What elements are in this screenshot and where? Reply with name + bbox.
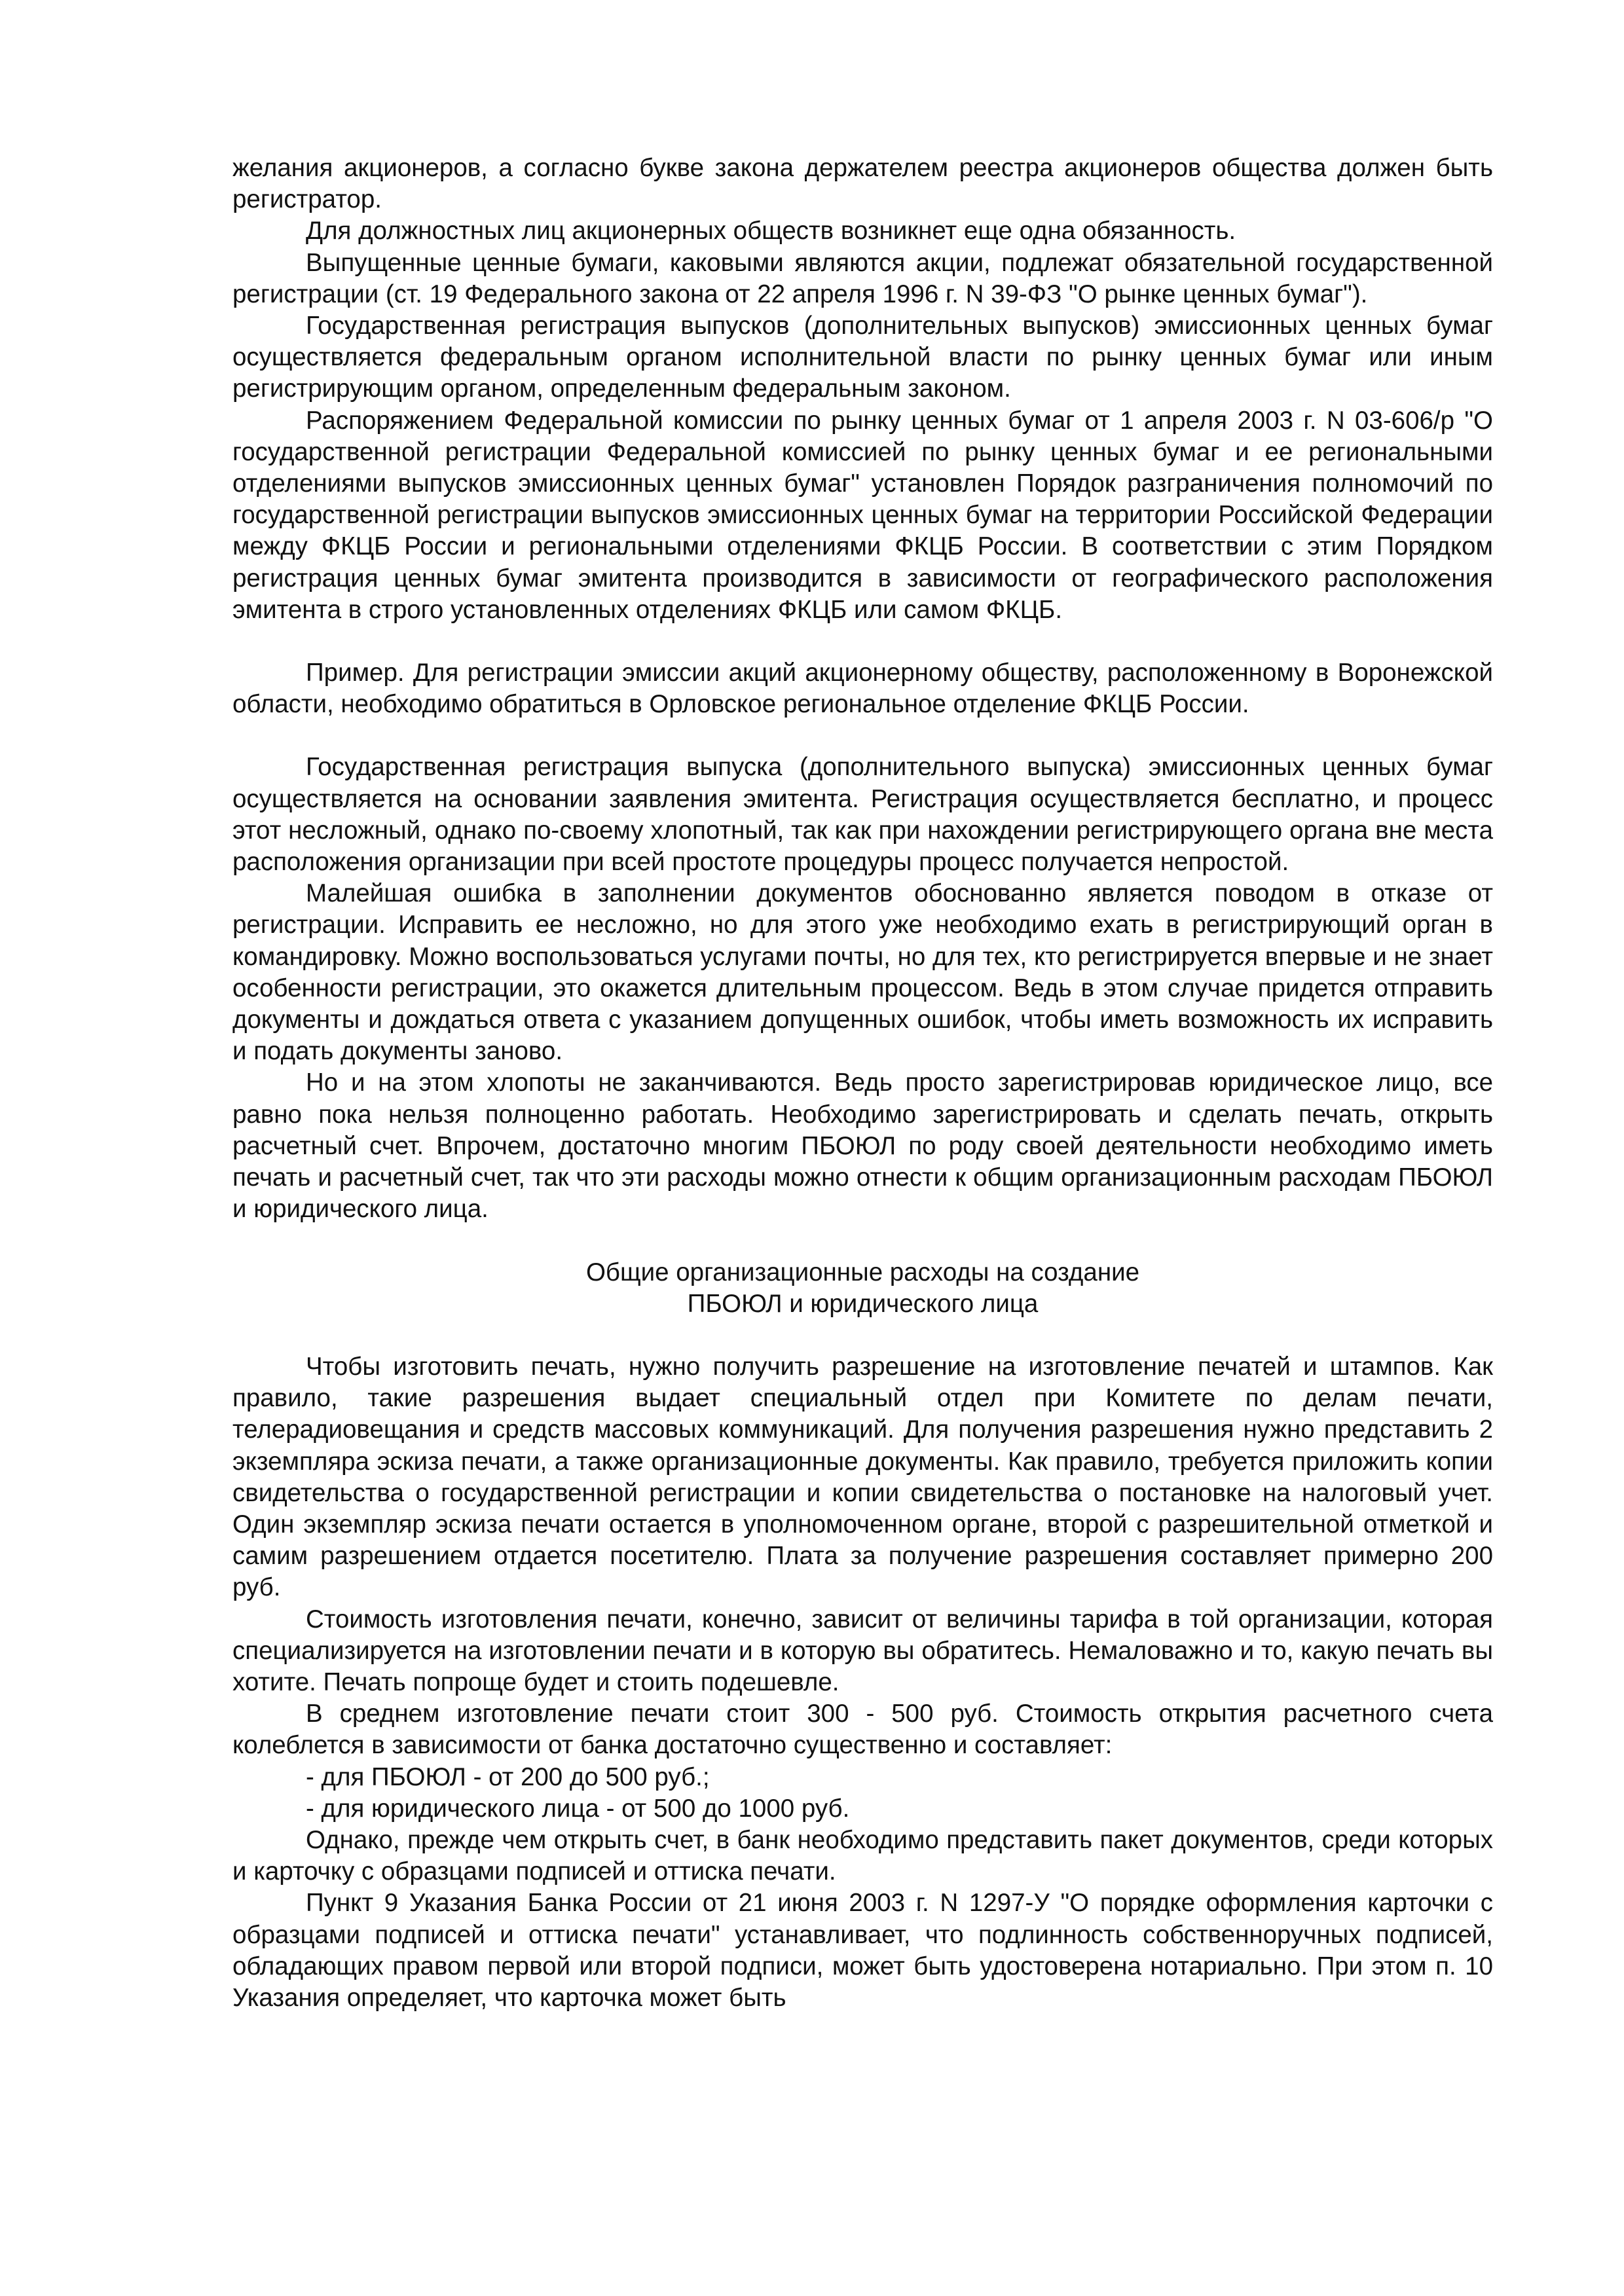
paragraph-fkcb-order: Распоряжением Федеральной комиссии по рынку ценных бумаг от 1 апреля 2003 г. N 03-606/р "О государственной регистрации Федеральной комиссией по рынку ценных бумаг и ее региональными отделениями выпусков эмиссионных ценных бумаг" установлен Порядок разграничения полномочий по государственной регистрации выпусков эмиссионных ценных бумаг на территории Российской Федерации между ФКЦБ России и региональными отделениями ФКЦБ России. В соответствии с этим Порядком регистрация ценных бумаг эмитента производится в зависимости от географического расположения эмитента в строго установленных отделениях ФКЦБ или самом ФКЦБ. <box>232 406 1493 624</box>
paragraph-gap <box>232 626 1493 657</box>
section-heading-line-2: ПБОЮЛ и юридического лица <box>687 1289 1039 1318</box>
paragraph-bank-of-russia-instruction: Пункт 9 Указания Банка России от 21 июня 2003 г. N 1297-У "О порядке оформления карточки с образцами подписей и оттиска печати" устанавливает, что подлинность собственноручных подписей, обладающих правом первой или второй подписи, может быть удостоверена нотариально. При этом п. 10 Указания определяет, что карточка может быть <box>232 1889 1493 2012</box>
document-page <box>232 153 1493 2014</box>
list-item-legal-entity-cost: - для юридического лица - от 500 до 1000 руб. <box>306 1794 850 1823</box>
paragraph-gap <box>232 1320 1493 1351</box>
section-heading-line-1: Общие организационные расходы на создание <box>585 1258 1139 1286</box>
paragraph-officials-duty: Для должностных лиц акционерных обществ возникнет еще одна обязанность. <box>306 217 1236 246</box>
paragraph-shareholders-registrar: желания акционеров, а согласно букве закона держателем реестра акционеров общества должен быть регистратор. <box>232 154 1493 214</box>
paragraph-gap <box>232 1226 1493 1257</box>
paragraph-example: Пример. Для регистрации эмиссии акций акционерному обществу, расположенному в Воронежской области, необходимо обратиться в Орловское региональное отделение ФКЦБ России. <box>232 659 1493 719</box>
paragraph-stamp-permit: Чтобы изготовить печать, нужно получить разрешение на изготовление печатей и штампов. Как правило, такие разрешения выдает специальный отдел при Комитете по делам печати, телерадиовещания и средств массовых коммуникаций. Для получения разрешения нужно представить 2 экземпляра эскиза печати, а также организационные документы. Как правило, требуется приложить копии свидетельства о государственной регистрации и копии свидетельства о постановке на налоговый учет. Один экземпляр эскиза печати остается в уполномоченном органе, второй с разрешительной отметкой и самим разрешением отдается посетителю. Плата за получение разрешения составляет примерно 200 руб. <box>232 1352 1493 1602</box>
list-item-pboyul-cost: - для ПБОЮЛ - от 200 до 500 руб.; <box>306 1762 710 1791</box>
paragraph-stamp-account: Но и на этом хлопоты не заканчиваются. Ведь просто зарегистрировав юридическое лицо, все равно пока нельзя полноценно работать. Необходимо зарегистрировать и сделать печать, открыть расчетный счет. Впрочем, достаточно многим ПБОЮЛ по роду своей деятельности необходимо иметь печать и расчетный счет, так что эти расходы можно отнести к общим организационным расходам ПБОЮЛ и юридического лица. <box>232 1068 1493 1224</box>
paragraph-stamp-cost: Стоимость изготовления печати, конечно, зависит от величины тарифа в той организации, которая специализируется на изготовлении печати и в которую вы обратитесь. Немаловажно и то, какую печать вы хотите. Печать попроще будет и стоить подешевле. <box>232 1605 1493 1696</box>
paragraph-registration-application: Государственная регистрация выпуска (дополнительного выпуска) эмиссионных ценных бумаг осуществляется на основании заявления эмитента. Регистрация осуществляется бесплатно, и процесс этот несложный, однако по-своему хлопотный, так как при нахождении регистрирующего органа вне места расположения организации при всей простоте процедуры процесс получается непростой. <box>232 753 1493 877</box>
paragraph-securities-registration: Выпущенные ценные бумаги, каковыми являются акции, подлежат обязательной государственной регистрации (ст. 19 Федерального закона от 22 апреля 1996 г. N 39-ФЗ "О рынке ценных бумаг"). <box>232 248 1493 308</box>
paragraph-gap <box>232 720 1493 752</box>
paragraph-registration-authority: Государственная регистрация выпусков (дополнительных выпусков) эмиссионных ценных бумаг осуществляется федеральным органом исполнительной власти по рынку ценных бумаг или иным регистрирующим органом, определенным федеральным законом. <box>232 312 1493 403</box>
paragraph-account-cost: В среднем изготовление печати стоит 300 - 500 руб. Стоимость открытия расчетного счета колеблется в зависимости от банка достаточно существенно и составляет: <box>232 1700 1493 1760</box>
paragraph-document-errors: Малейшая ошибка в заполнении документов обоснованно является поводом в отказе от регистрации. Исправить ее несложно, но для этого уже необходимо ехать в регистрирующий орган в командировку. Можно воспользоваться услугами почты, но для тех, кто регистрируется впервые и не знает особенности регистрации, это окажется длительным процессом. Ведь в этом случае придется отправить документы и дождаться ответа с указанием допущенных ошибок, чтобы иметь возможность их исправить и подать документы заново. <box>232 879 1493 1066</box>
paragraph-bank-documents: Однако, прежде чем открыть счет, в банк необходимо представить пакет документов, среди которых и карточку с образцами подписей и оттиска печати. <box>232 1825 1493 1886</box>
